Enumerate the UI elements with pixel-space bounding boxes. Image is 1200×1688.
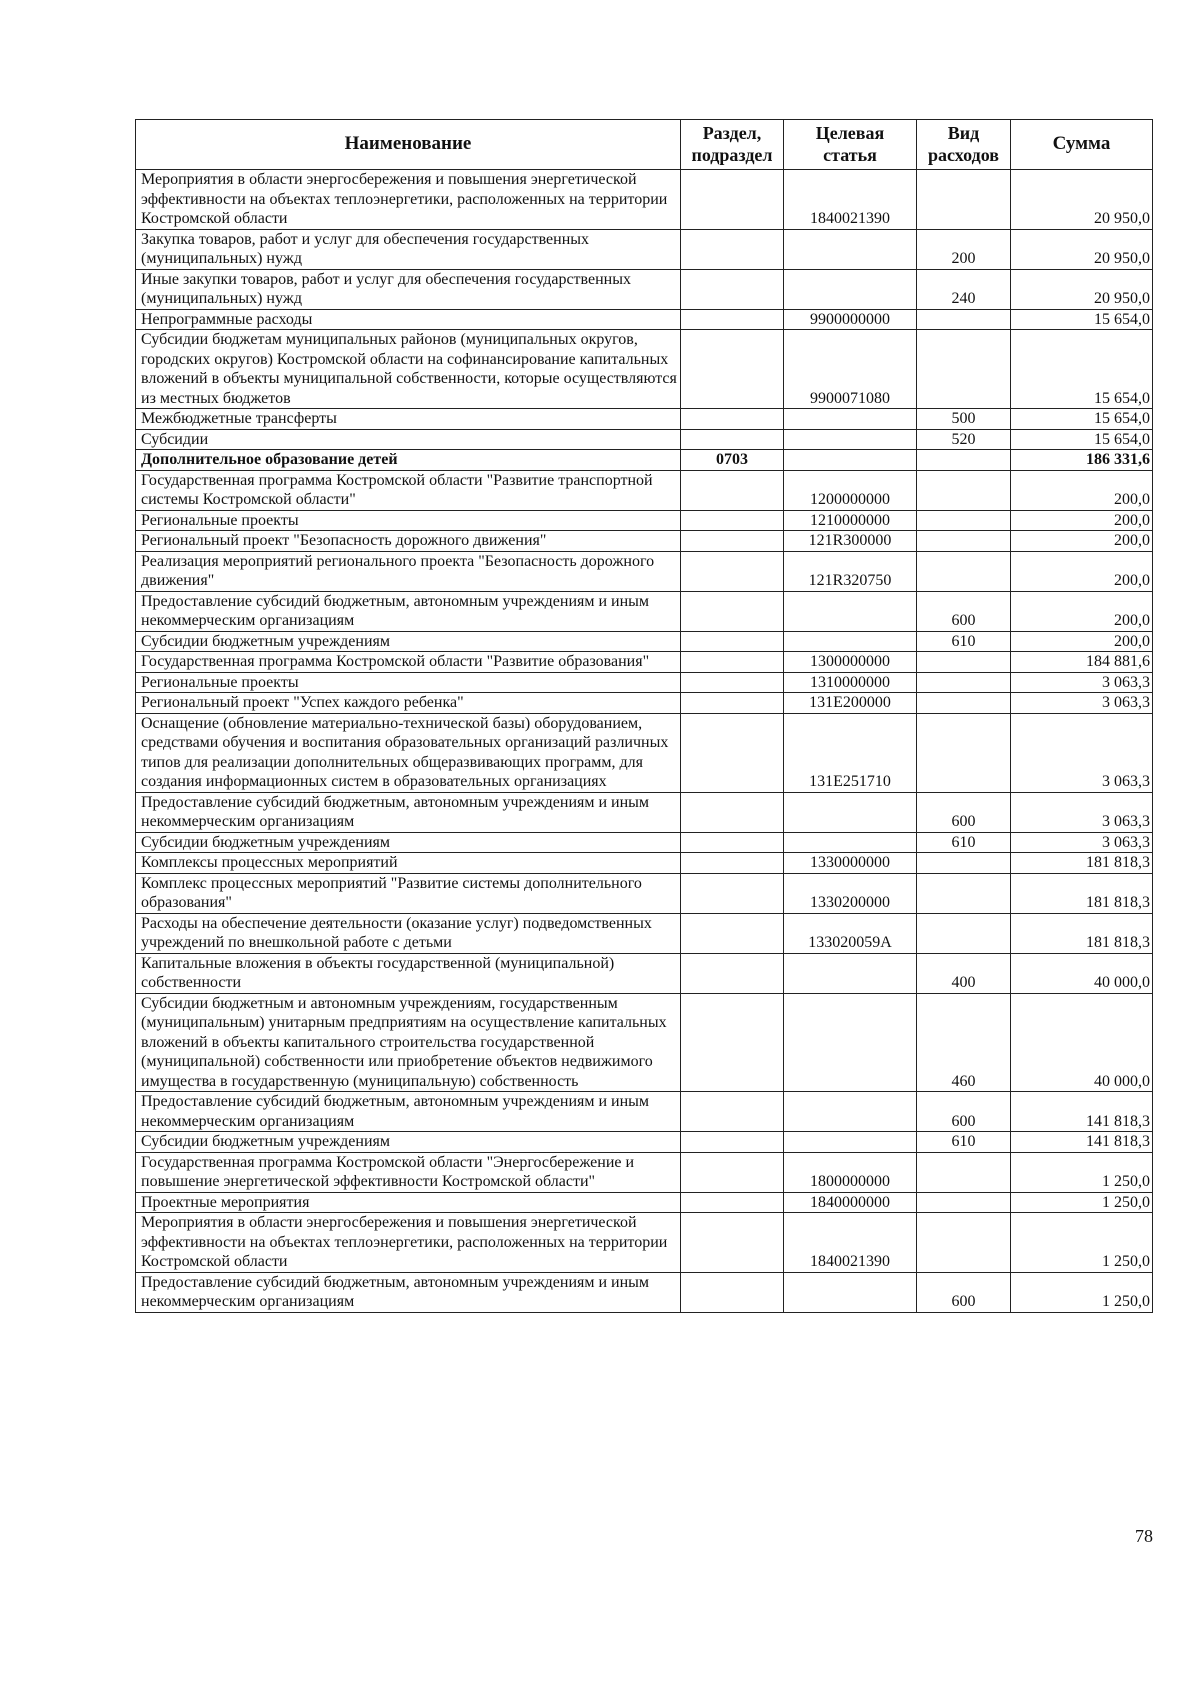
header-summa-label: Сумма — [1052, 133, 1111, 154]
cell-vid — [917, 713, 1011, 792]
cell-name: Субсидии бюджетным и автономным учреждениям, государственным (муниципальным) унитарным предприятиям на осуществление капитальных вложений в объекты капитального строительства государственной (муниципальной) собственности или приобретение объектов недвижимого имущества в государственную (муниципальную) собственность — [136, 993, 681, 1092]
cell-name: Расходы на обеспечение деятельности (оказание услуг) подведомственных учреждений по внешкольной работе с детьми — [136, 913, 681, 953]
cell-summa: 40 000,0 — [1011, 953, 1153, 993]
table-row — [136, 873, 1153, 913]
cell-vid — [917, 170, 1011, 230]
cell-vid: 600 — [917, 1092, 1011, 1132]
cell-celevaya: 133020059А — [784, 913, 917, 953]
header-razdel — [681, 120, 784, 170]
cell-razdel — [681, 470, 784, 510]
cell-celevaya: 1310000000 — [784, 672, 917, 693]
table-header-row — [136, 120, 1153, 170]
cell-vid — [917, 470, 1011, 510]
cell-vid: 610 — [917, 832, 1011, 853]
cell-vid — [917, 873, 1011, 913]
cell-vid: 600 — [917, 1272, 1011, 1312]
cell-razdel — [681, 672, 784, 693]
cell-vid: 240 — [917, 269, 1011, 309]
cell-name: Мероприятия в области энергосбережения и повышения энергетической эффективности на объектах теплоэнергетики, расположенных на территории Костромской области — [136, 1213, 681, 1273]
cell-razdel — [681, 309, 784, 330]
cell-razdel — [681, 1272, 784, 1312]
cell-razdel — [681, 693, 784, 714]
cell-name: Предоставление субсидий бюджетным, автономным учреждениям и иным некоммерческим организациям — [136, 591, 681, 631]
cell-name: Предоставление субсидий бюджетным, автономным учреждениям и иным некоммерческим организациям — [136, 1272, 681, 1312]
cell-razdel — [681, 853, 784, 874]
table-row — [136, 1152, 1153, 1192]
cell-name: Региональные проекты — [136, 510, 681, 531]
header-vid-line2: расходов — [928, 145, 999, 165]
header-vid — [917, 120, 1011, 170]
cell-name: Непрограммные расходы — [136, 309, 681, 330]
cell-razdel — [681, 1192, 784, 1213]
cell-summa: 15 654,0 — [1011, 330, 1153, 409]
cell-name: Предоставление субсидий бюджетным, автономным учреждениям и иным некоммерческим организациям — [136, 792, 681, 832]
table-row — [136, 269, 1153, 309]
cell-razdel: 0703 — [681, 450, 784, 471]
cell-name: Капитальные вложения в объекты государственной (муниципальной) собственности — [136, 953, 681, 993]
cell-vid: 520 — [917, 429, 1011, 450]
cell-vid — [917, 1213, 1011, 1273]
cell-summa: 141 818,3 — [1011, 1092, 1153, 1132]
cell-vid: 500 — [917, 409, 1011, 430]
cell-razdel — [681, 1092, 784, 1132]
cell-vid — [917, 309, 1011, 330]
cell-celevaya: 1210000000 — [784, 510, 917, 531]
cell-summa: 20 950,0 — [1011, 269, 1153, 309]
table-row — [136, 330, 1153, 409]
cell-name: Дополнительное образование детей — [136, 450, 681, 471]
cell-razdel — [681, 269, 784, 309]
table-row — [136, 591, 1153, 631]
cell-name: Региональный проект "Успех каждого ребенка" — [136, 693, 681, 714]
cell-celevaya: 1330000000 — [784, 853, 917, 874]
cell-summa: 40 000,0 — [1011, 993, 1153, 1092]
table-row — [136, 953, 1153, 993]
table-row — [136, 1213, 1153, 1273]
cell-summa: 1 250,0 — [1011, 1152, 1153, 1192]
table-row — [136, 713, 1153, 792]
cell-celevaya — [784, 832, 917, 853]
cell-summa: 200,0 — [1011, 631, 1153, 652]
cell-razdel — [681, 652, 784, 673]
cell-summa: 1 250,0 — [1011, 1192, 1153, 1213]
cell-celevaya: 1840000000 — [784, 1192, 917, 1213]
cell-celevaya — [784, 409, 917, 430]
cell-summa: 3 063,3 — [1011, 693, 1153, 714]
cell-razdel — [681, 953, 784, 993]
cell-summa: 3 063,3 — [1011, 672, 1153, 693]
cell-summa: 3 063,3 — [1011, 832, 1153, 853]
cell-celevaya — [784, 1092, 917, 1132]
cell-razdel — [681, 1152, 784, 1192]
cell-name: Реализация мероприятий регионального проекта "Безопасность дорожного движения" — [136, 551, 681, 591]
cell-summa: 200,0 — [1011, 591, 1153, 631]
cell-razdel — [681, 551, 784, 591]
cell-celevaya — [784, 953, 917, 993]
cell-celevaya: 1330200000 — [784, 873, 917, 913]
cell-summa: 141 818,3 — [1011, 1132, 1153, 1153]
cell-summa: 200,0 — [1011, 531, 1153, 552]
table-row — [136, 309, 1153, 330]
cell-celevaya — [784, 1272, 917, 1312]
cell-vid: 460 — [917, 993, 1011, 1092]
table-row — [136, 993, 1153, 1092]
header-vid-line1: Вид — [947, 123, 980, 143]
cell-name: Субсидии — [136, 429, 681, 450]
cell-razdel — [681, 531, 784, 552]
cell-vid — [917, 1152, 1011, 1192]
cell-summa: 15 654,0 — [1011, 409, 1153, 430]
table-row — [136, 429, 1153, 450]
table-row — [136, 1192, 1153, 1213]
cell-celevaya — [784, 269, 917, 309]
cell-name: Комплексы процессных мероприятий — [136, 853, 681, 874]
cell-razdel — [681, 229, 784, 269]
cell-name: Межбюджетные трансферты — [136, 409, 681, 430]
table-row — [136, 450, 1153, 471]
cell-celevaya: 121R300000 — [784, 531, 917, 552]
cell-name: Проектные мероприятия — [136, 1192, 681, 1213]
cell-name: Закупка товаров, работ и услуг для обеспечения государственных (муниципальных) нужд — [136, 229, 681, 269]
cell-vid — [917, 693, 1011, 714]
table-row — [136, 913, 1153, 953]
cell-vid: 610 — [917, 1132, 1011, 1153]
table-row — [136, 470, 1153, 510]
cell-razdel — [681, 591, 784, 631]
cell-summa: 181 818,3 — [1011, 913, 1153, 953]
cell-summa: 20 950,0 — [1011, 229, 1153, 269]
cell-celevaya: 9900071080 — [784, 330, 917, 409]
page-number: 78 — [1135, 1526, 1153, 1546]
cell-razdel — [681, 993, 784, 1092]
cell-celevaya: 1200000000 — [784, 470, 917, 510]
cell-celevaya: 131E251710 — [784, 713, 917, 792]
cell-celevaya: 1800000000 — [784, 1152, 917, 1192]
cell-celevaya: 9900000000 — [784, 309, 917, 330]
cell-celevaya: 121R320750 — [784, 551, 917, 591]
table-row — [136, 693, 1153, 714]
cell-name: Субсидии бюджетным учреждениям — [136, 832, 681, 853]
cell-razdel — [681, 170, 784, 230]
budget-table — [135, 119, 1153, 1313]
header-summa — [1011, 120, 1153, 170]
cell-summa: 200,0 — [1011, 551, 1153, 591]
cell-vid: 600 — [917, 591, 1011, 631]
cell-celevaya: 1840021390 — [784, 1213, 917, 1273]
cell-summa: 20 950,0 — [1011, 170, 1153, 230]
header-celevaya-line1: Целевая — [815, 123, 885, 143]
cell-vid — [917, 330, 1011, 409]
cell-razdel — [681, 1213, 784, 1273]
cell-razdel — [681, 1132, 784, 1153]
table-body — [136, 170, 1153, 1313]
cell-razdel — [681, 510, 784, 531]
cell-name: Государственная программа Костромской области "Энергосбережение и повышение энергетической эффективности Костромской области" — [136, 1152, 681, 1192]
cell-celevaya — [784, 792, 917, 832]
cell-vid — [917, 450, 1011, 471]
cell-razdel — [681, 409, 784, 430]
cell-razdel — [681, 330, 784, 409]
cell-celevaya — [784, 1132, 917, 1153]
cell-celevaya: 131E200000 — [784, 693, 917, 714]
table-row — [136, 531, 1153, 552]
cell-name: Предоставление субсидий бюджетным, автономным учреждениям и иным некоммерческим организациям — [136, 1092, 681, 1132]
cell-summa: 15 654,0 — [1011, 429, 1153, 450]
cell-razdel — [681, 713, 784, 792]
cell-summa: 186 331,6 — [1011, 450, 1153, 471]
cell-celevaya — [784, 993, 917, 1092]
cell-celevaya — [784, 229, 917, 269]
cell-summa: 184 881,6 — [1011, 652, 1153, 673]
cell-celevaya — [784, 429, 917, 450]
header-razdel-line2: подраздел — [691, 145, 773, 165]
header-celevaya — [784, 120, 917, 170]
cell-summa: 15 654,0 — [1011, 309, 1153, 330]
cell-name: Субсидии бюджетам муниципальных районов (муниципальных округов, городских округов) Костромской области на софинансирование капитальных вложений в объекты муниципальной собственности, которые осуществляются из местных бюджетов — [136, 330, 681, 409]
cell-vid — [917, 551, 1011, 591]
cell-name: Государственная программа Костромской области "Развитие транспортной системы Костромской области" — [136, 470, 681, 510]
header-celevaya-line2: статья — [823, 145, 877, 165]
cell-vid — [917, 913, 1011, 953]
table-row — [136, 409, 1153, 430]
cell-name: Мероприятия в области энергосбережения и повышения энергетической эффективности на объектах теплоэнергетики, расположенных на территории Костромской области — [136, 170, 681, 230]
cell-summa: 3 063,3 — [1011, 792, 1153, 832]
cell-summa: 181 818,3 — [1011, 873, 1153, 913]
table-row — [136, 510, 1153, 531]
cell-summa: 200,0 — [1011, 510, 1153, 531]
cell-razdel — [681, 429, 784, 450]
cell-vid: 610 — [917, 631, 1011, 652]
table-row — [136, 1092, 1153, 1132]
cell-name: Оснащение (обновление материально-технической базы) оборудованием, средствами обучения и воспитания образовательных организаций различных типов для реализации дополнительных общеразвивающих программ, для создания информационных систем в образовательных организациях — [136, 713, 681, 792]
cell-razdel — [681, 792, 784, 832]
table-row — [136, 652, 1153, 673]
cell-summa: 200,0 — [1011, 470, 1153, 510]
cell-vid — [917, 1192, 1011, 1213]
cell-name: Субсидии бюджетным учреждениям — [136, 631, 681, 652]
table-row — [136, 551, 1153, 591]
cell-name: Субсидии бюджетным учреждениям — [136, 1132, 681, 1153]
cell-vid — [917, 510, 1011, 531]
table-row — [136, 631, 1153, 652]
cell-summa: 1 250,0 — [1011, 1213, 1153, 1273]
table-row — [136, 1272, 1153, 1312]
cell-celevaya — [784, 591, 917, 631]
cell-name: Региональные проекты — [136, 672, 681, 693]
cell-vid: 400 — [917, 953, 1011, 993]
cell-name: Иные закупки товаров, работ и услуг для обеспечения государственных (муниципальных) нужд — [136, 269, 681, 309]
cell-name: Комплекс процессных мероприятий "Развитие системы дополнительного образования" — [136, 873, 681, 913]
cell-summa: 181 818,3 — [1011, 853, 1153, 874]
table-row — [136, 1132, 1153, 1153]
cell-vid — [917, 531, 1011, 552]
cell-name: Государственная программа Костромской области "Развитие образования" — [136, 652, 681, 673]
cell-razdel — [681, 873, 784, 913]
cell-vid — [917, 672, 1011, 693]
cell-vid: 200 — [917, 229, 1011, 269]
cell-vid — [917, 652, 1011, 673]
cell-celevaya: 1840021390 — [784, 170, 917, 230]
table-row — [136, 832, 1153, 853]
cell-razdel — [681, 832, 784, 853]
table-row — [136, 792, 1153, 832]
table-row — [136, 672, 1153, 693]
cell-vid — [917, 853, 1011, 874]
cell-celevaya — [784, 450, 917, 471]
cell-razdel — [681, 631, 784, 652]
table-row — [136, 170, 1153, 230]
cell-celevaya: 1300000000 — [784, 652, 917, 673]
table-row — [136, 853, 1153, 874]
header-razdel-line1: Раздел, — [702, 123, 762, 143]
header-name — [136, 120, 681, 170]
cell-summa: 1 250,0 — [1011, 1272, 1153, 1312]
header-name-label: Наименование — [344, 133, 472, 154]
cell-razdel — [681, 913, 784, 953]
cell-name: Региональный проект "Безопасность дорожного движения" — [136, 531, 681, 552]
cell-summa: 3 063,3 — [1011, 713, 1153, 792]
table-row — [136, 229, 1153, 269]
cell-vid: 600 — [917, 792, 1011, 832]
cell-celevaya — [784, 631, 917, 652]
